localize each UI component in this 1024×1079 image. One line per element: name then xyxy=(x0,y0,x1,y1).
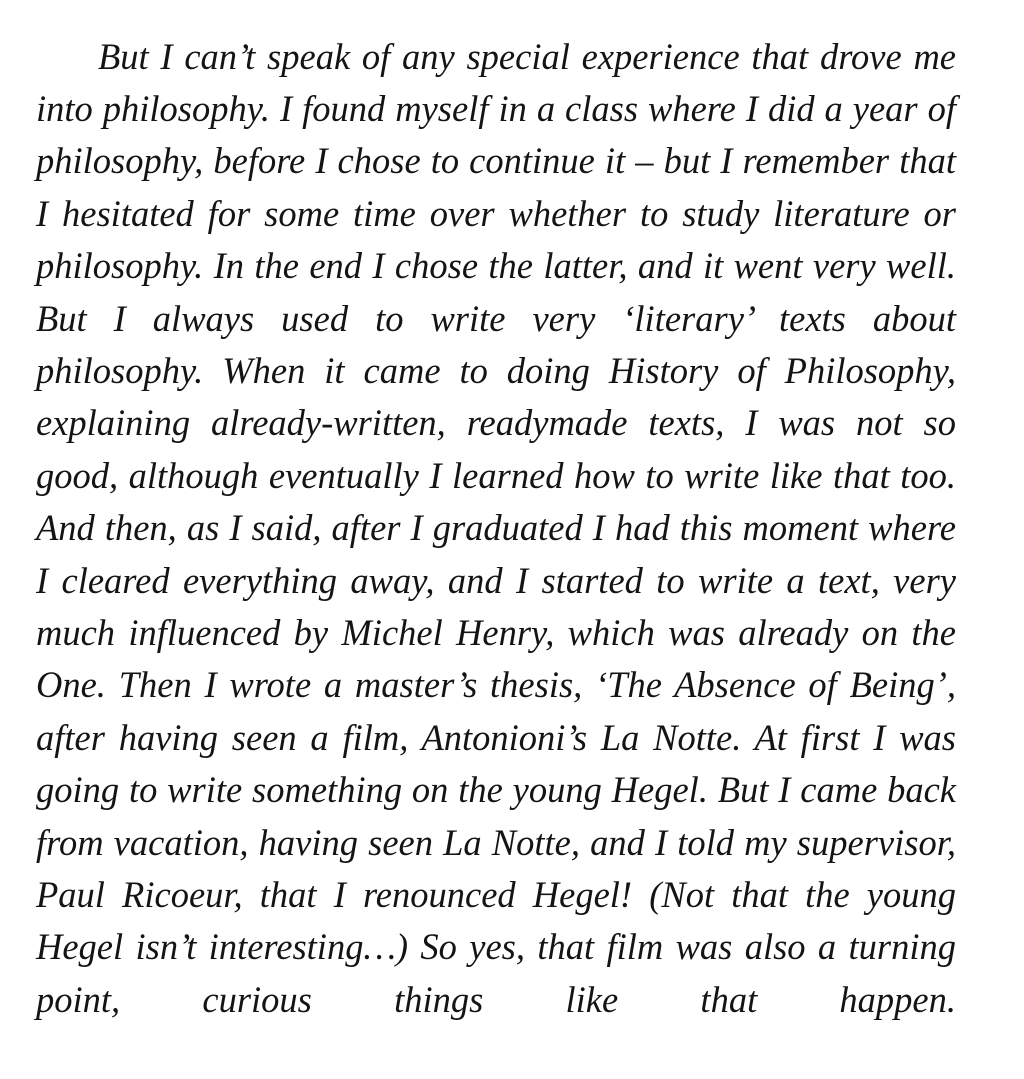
body-paragraph: But I can’t speak of any special experience that drove me into philosophy. I found myself in a class where I did a year of philosophy, before I chose to continue it – but I remember that I hesitated for some time over whether to study literature or philosophy. In the end I chose the latter, and it went very well. But I always used to write very ‘literary’ texts about philosophy. When it came to doing History of Philosophy, explaining already-written, readymade texts, I was not so good, although eventually I learned how to write like that too. And then, as I said, after I graduated I had this moment where I cleared everything away, and I started to write a text, very much influenced by Michel Henry, which was already on the One. Then I wrote a master’s thesis, ‘The Absence of Being’, after having seen a film, Antonioni’s La Notte. At first I was going to write something on the young Hegel. But I came back from vacation, having seen La Notte, and I told my supervisor, Paul Ricoeur, that I renounced Hegel! (Not that the young Hegel isn’t interesting…) So yes, that film was also a turning point, curious things like that happen. xyxy=(36,35,956,1020)
